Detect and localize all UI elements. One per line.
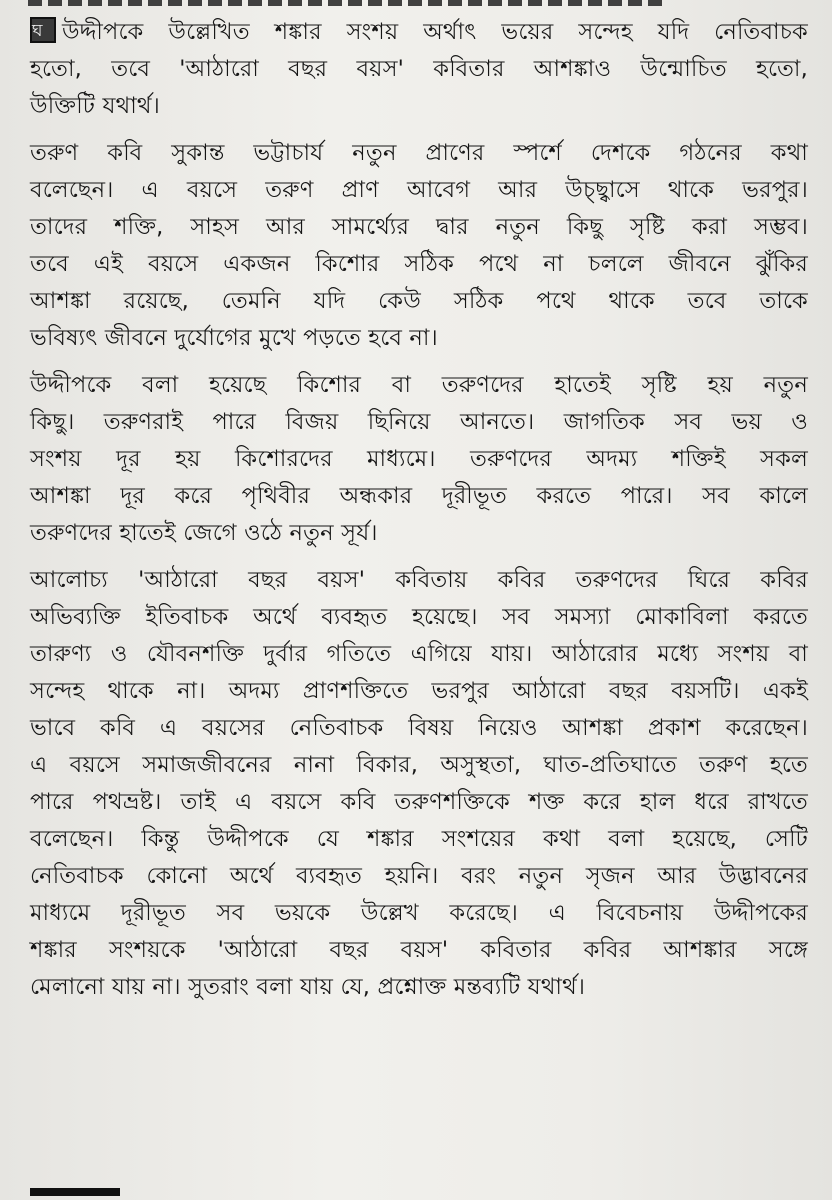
text-line: বলেছেন। কিন্তু উদ্দীপকে যে শঙ্কার সংশয়ের কথা বলা হয়েছে, সেটি bbox=[30, 826, 808, 852]
text-line: আশঙ্কা দূর করে পৃথিবীর অন্ধকার দূরীভূত করতে পারে। সব কালে bbox=[30, 483, 808, 509]
text-line: উক্তিটি যথার্থ। bbox=[30, 93, 160, 119]
answer-text bbox=[30, 14, 808, 1016]
text-line bbox=[30, 14, 808, 51]
line-text: উদ্দীপকে উল্লেখিত শঙ্কার সংশয় অর্থাৎ ভয়ের সন্দেহ যদি নেতিবাচক bbox=[62, 19, 808, 45]
text-line: তরুণ কবি সুকান্ত ভট্টাচার্য নতুন প্রাণের স্পর্শে দেশকে গঠনের কথা bbox=[30, 140, 808, 166]
text-line: অভিব্যক্তি ইতিবাচক অর্থে ব্যবহৃত হয়েছে। সব সমস্যা মোকাবিলা করতে bbox=[30, 604, 808, 630]
text-line: তবে এই বয়সে একজন কিশোর সঠিক পথে না চললে জীবনে ঝুঁকির bbox=[30, 251, 808, 277]
text-line: সন্দেহ থাকে না। অদম্য প্রাণশক্তিতে ভরপুর আঠারো বছর বয়সটি। একই bbox=[30, 678, 808, 704]
text-line: ভবিষ্যৎ জীবনে দুর্যোগের মুখে পড়তে হবে না। bbox=[30, 325, 438, 351]
text-line: উদ্দীপকে বলা হয়েছে কিশোর বা তরুণদের হাতেই সৃষ্টি হয় নতুন bbox=[30, 372, 808, 398]
option-gha-badge: ঘ bbox=[30, 17, 56, 43]
paragraph-3 bbox=[30, 367, 808, 552]
text-line: বলেছেন। এ বয়সে তরুণ প্রাণ আবেগ আর উচ্ছ্বাসে থাকে ভরপুর। bbox=[30, 177, 808, 203]
text-line: ভাবে কবি এ বয়সের নেতিবাচক বিষয় নিয়েও আশঙ্কা প্রকাশ করেছেন। bbox=[30, 715, 808, 741]
text-line: আশঙ্কা রয়েছে, তেমনি যদি কেউ সঠিক পথে থাকে তবে তাকে bbox=[30, 288, 808, 314]
text-line: পারে পথভ্রষ্ট। তাই এ বয়সে কবি তরুণশক্তিকে শক্ত করে হাল ধরে রাখতে bbox=[30, 789, 808, 815]
text-line: শঙ্কার সংশয়কে 'আঠারো বছর বয়স' কবিতার কবির আশঙ্কার সঙ্গে bbox=[30, 937, 808, 963]
text-line: কিছু। তরুণরাই পারে বিজয় ছিনিয়ে আনতে। জাগতিক সব ভয় ও bbox=[30, 409, 808, 435]
text-line: হতো, তবে 'আঠারো বছর বয়স' কবিতার আশঙ্কাও উন্মোচিত হতো, bbox=[30, 56, 808, 82]
text-line: মাধ্যমে দূরীভূত সব ভয়কে উল্লেখ করেছে। এ বিবেচনায় উদ্দীপকের bbox=[30, 900, 808, 926]
text-line: তাদের শক্তি, সাহস আর সামর্থ্যের দ্বার নতুন কিছু সৃষ্টি করা সম্ভব। bbox=[30, 214, 808, 240]
text-line: এ বয়সে সমাজজীবনের নানা বিকার, অসুস্থতা, ঘাত-প্রতিঘাতে তরুণ হতে bbox=[30, 752, 808, 778]
bottom-rule bbox=[30, 1188, 120, 1196]
paragraph-1 bbox=[30, 14, 808, 125]
text-line: আলোচ্য 'আঠারো বছর বয়স' কবিতায় কবির তরুণদের ঘিরে কবির bbox=[30, 567, 808, 593]
text-line: নেতিবাচক কোনো অর্থে ব্যবহৃত হয়নি। বরং নতুন সৃজন আর উদ্ভাবনের bbox=[30, 863, 808, 889]
text-line: মেলানো যায় না। সুতরাং বলা যায় যে, প্রশ্নোক্ত মন্তব্যটি যথার্থ। bbox=[30, 974, 586, 1000]
text-line: তরুণদের হাতেই জেগে ওঠে নতুন সূর্য। bbox=[30, 520, 378, 546]
text-line: সংশয় দূর হয় কিশোরদের মাধ্যমে। তরুণদের অদম্য শক্তিই সকল bbox=[30, 446, 808, 472]
paragraph-2 bbox=[30, 135, 808, 357]
cropped-previous-line bbox=[28, 0, 668, 6]
paragraph-4 bbox=[30, 562, 808, 1006]
text-line: তারুণ্য ও যৌবনশক্তি দুর্বার গতিতে এগিয়ে যায়। আঠারোর মধ্যে সংশয় বা bbox=[30, 641, 808, 667]
